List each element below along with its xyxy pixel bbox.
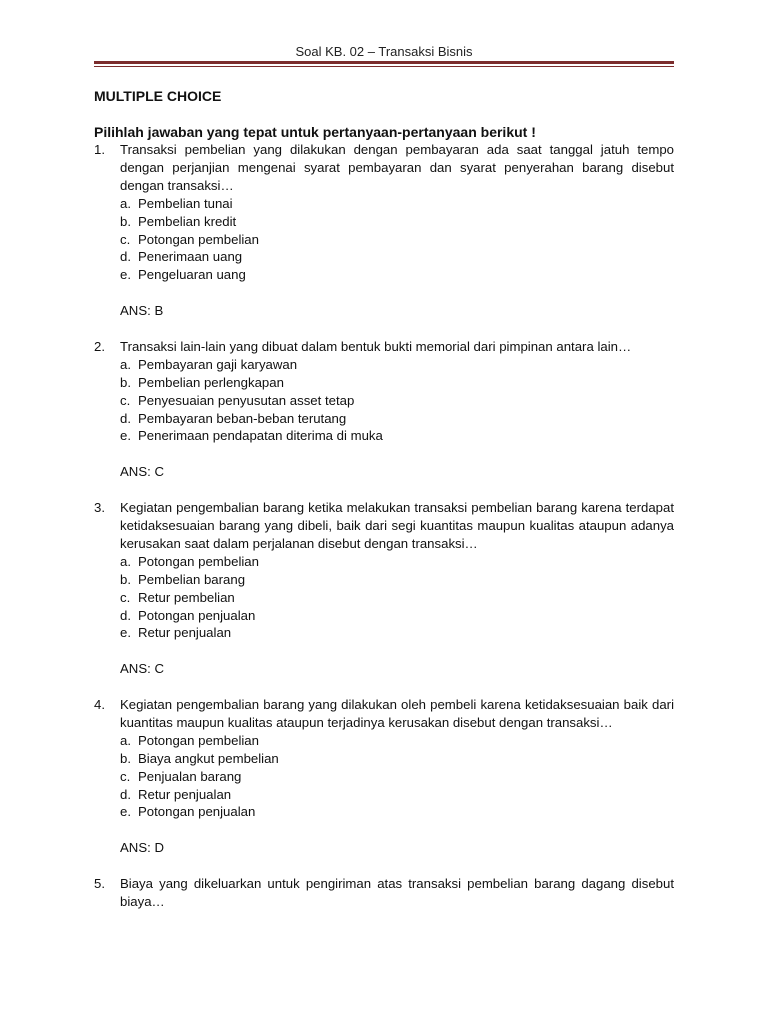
option-text: Potongan penjualan <box>138 804 256 820</box>
option-list <box>120 553 674 643</box>
option-d <box>120 607 674 625</box>
option-e <box>120 427 674 445</box>
option-letter: b. <box>120 571 131 587</box>
option-text: Potongan pembelian <box>138 732 259 748</box>
option-letter: d. <box>120 607 131 623</box>
option-letter: b. <box>120 213 131 229</box>
option-d <box>120 410 674 428</box>
option-text: Penyesuaian penyusutan asset tetap <box>138 392 355 408</box>
option-a <box>120 195 674 213</box>
option-letter: e. <box>120 428 131 444</box>
option-letter: a. <box>120 356 131 372</box>
option-letter: e. <box>120 804 131 820</box>
option-c <box>120 392 674 410</box>
option-e <box>120 624 674 642</box>
option-text: Retur penjualan <box>138 625 232 641</box>
option-text: Potongan penjualan <box>138 607 256 623</box>
option-letter: c. <box>120 392 131 408</box>
question-text: Transaksi lain-lain yang dibuat dalam bentuk bukti memorial dari pimpinan antara lain… <box>120 338 632 354</box>
instruction-text: Pilihlah jawaban yang tepat untuk pertanyaan-pertanyaan berikut ! <box>94 124 536 140</box>
question-text: Transaksi pembelian yang dilakukan dengan pembayaran ada saat tanggal jatuh tempo dengan perjanjian mengenai syarat pembayaran dan syarat penyerahan barang disebut dengan transaksi… <box>120 142 674 193</box>
option-e <box>120 803 674 821</box>
option-list <box>120 356 674 446</box>
option-d <box>120 248 674 266</box>
header-rule-thick <box>94 61 674 64</box>
option-b <box>120 213 674 231</box>
question-number: 5. <box>94 876 105 892</box>
option-letter: c. <box>120 768 131 784</box>
question-list <box>94 141 674 911</box>
answer-key: ANS: D <box>120 840 164 856</box>
option-text: Potongan pembelian <box>138 553 259 569</box>
option-letter: d. <box>120 410 131 426</box>
option-text: Penerimaan uang <box>138 249 243 265</box>
option-b <box>120 750 674 768</box>
option-letter: e. <box>120 267 131 283</box>
option-text: Pengeluaran uang <box>138 267 246 283</box>
option-b <box>120 571 674 589</box>
option-letter: b. <box>120 374 131 390</box>
option-text: Potongan pembelian <box>138 231 259 247</box>
option-a <box>120 553 674 571</box>
option-letter: b. <box>120 750 131 766</box>
option-text: Pembelian perlengkapan <box>138 374 284 390</box>
question-number: 4. <box>94 697 105 712</box>
option-d <box>120 786 674 804</box>
question-3 <box>94 499 674 678</box>
question-number: 2. <box>94 338 105 354</box>
option-list <box>120 195 674 285</box>
option-text: Biaya angkut pembelian <box>138 750 279 766</box>
question-text: Kegiatan pengembalian barang ketika melakukan transaksi pembelian barang karena terdapat ketidaksesuaian barang yang dibeli, baik dari segi kuantitas maupun kualitas ataupun adanya kerusakan saat dalam perjalanan disebut dengan transaksi… <box>120 500 674 551</box>
question-1 <box>94 141 674 320</box>
option-text: Pembayaran beban-beban terutang <box>138 410 347 426</box>
option-text: Pembayaran gaji karyawan <box>138 356 298 372</box>
option-text: Pembelian tunai <box>138 195 233 211</box>
question-number: 3. <box>94 500 105 516</box>
question-4 <box>94 696 674 857</box>
option-text: Pembelian kredit <box>138 213 237 229</box>
option-letter: d. <box>120 786 131 802</box>
question-2 <box>94 338 674 481</box>
option-letter: c. <box>120 231 131 247</box>
option-letter: a. <box>120 195 131 211</box>
answer-key: ANS: B <box>120 303 164 319</box>
question-text: Biaya yang dikeluarkan untuk pengiriman atas transaksi pembelian barang dagang disebut biaya… <box>120 876 674 909</box>
question-number: 1. <box>94 142 105 157</box>
option-a <box>120 732 674 750</box>
option-text: Pembelian barang <box>138 571 246 587</box>
option-e <box>120 266 674 284</box>
option-letter: d. <box>120 249 131 265</box>
answer-key: ANS: C <box>120 661 164 677</box>
option-b <box>120 374 674 392</box>
option-c <box>120 589 674 607</box>
option-letter: c. <box>120 589 131 605</box>
option-a <box>120 356 674 374</box>
option-letter: e. <box>120 625 131 641</box>
option-list <box>120 732 674 822</box>
option-c <box>120 768 674 786</box>
option-text: Retur penjualan <box>138 786 232 802</box>
option-text: Penerimaan pendapatan diterima di muka <box>138 428 383 444</box>
page-header-title: Soal KB. 02 – Transaksi Bisnis <box>295 44 473 59</box>
option-c <box>120 231 674 249</box>
option-letter: a. <box>120 732 131 748</box>
option-text: Penjualan barang <box>138 768 242 784</box>
option-letter: a. <box>120 553 131 569</box>
question-5 <box>94 875 674 911</box>
header-rule-thin <box>94 66 674 67</box>
option-text: Retur pembelian <box>138 589 235 605</box>
answer-key: ANS: C <box>120 464 164 480</box>
section-heading: MULTIPLE CHOICE <box>94 88 222 104</box>
question-text: Kegiatan pengembalian barang yang dilakukan oleh pembeli karena ketidaksesuaian baik dari kuantitas maupun kualitas ataupun terjadinya kerusakan disebut dengan transaksi… <box>120 697 674 730</box>
